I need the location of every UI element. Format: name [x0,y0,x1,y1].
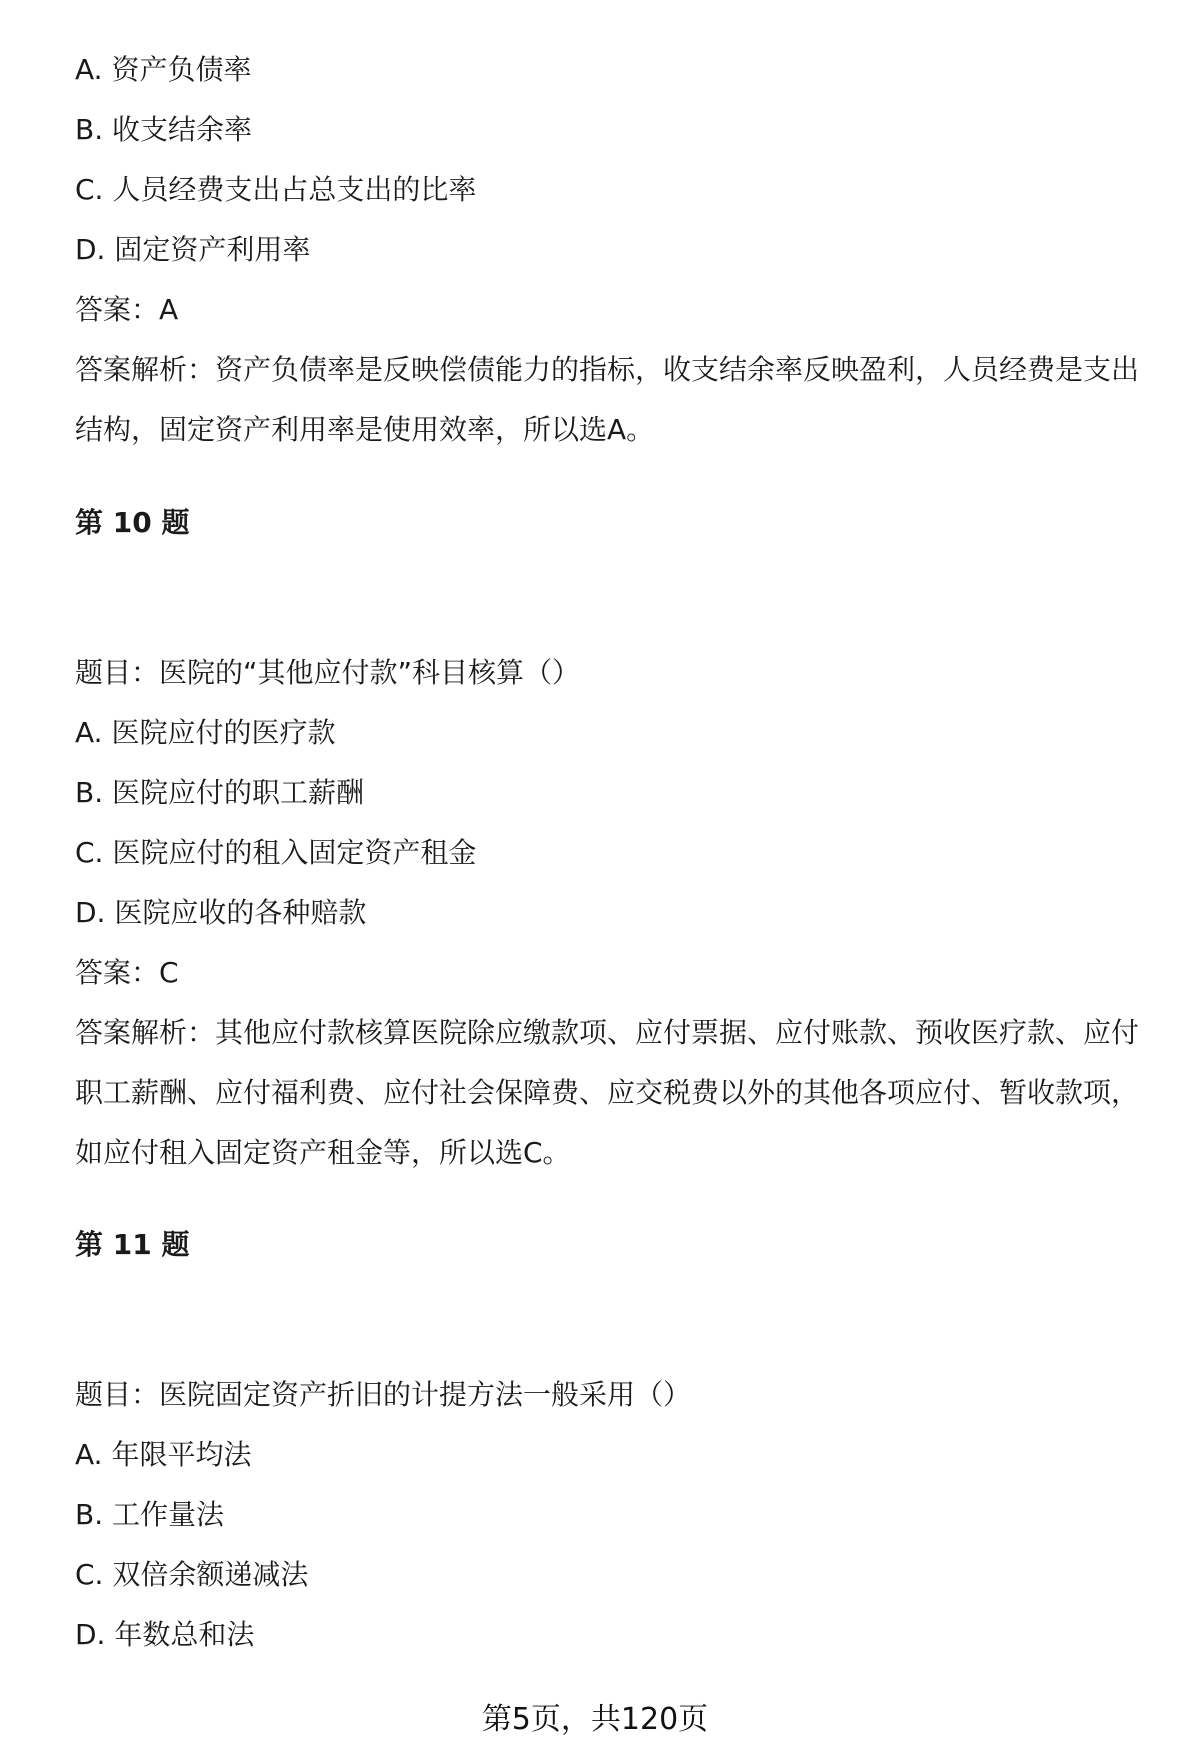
q10-explanation: 答案解析：其他应付款核算医院除应缴款项、应付票据、应付账款、预收医疗款、应付职工薪酬、应付福利费、应付社会保障费、应交税费以外的其他各项应付、暂收款项，如应付租入固定资产租金等，所以选C。 [75,1016,1140,1169]
q9-option-d: D. 固定资产利用率 [75,233,311,266]
q10-option-c: C. 医院应付的租入固定资产租金 [75,836,477,869]
q10-answer: 答案：C [75,956,179,989]
q10-option-b: B. 医院应付的职工薪酬 [75,776,365,809]
q9-option-b: B. 收支结余率 [75,113,253,146]
q9-answer: 答案：A [75,293,179,326]
q11-option-d: D. 年数总和法 [75,1618,255,1651]
q11-heading: 第 11 题 [75,1228,190,1261]
q10-question: 题目：医院的“其他应付款”科目核算（） [75,656,581,689]
q11-option-a: A. 年限平均法 [75,1438,252,1471]
q10-heading: 第 10 题 [75,506,190,539]
page-footer: 第5页，共120页 [481,1702,709,1737]
q10-option-a: A. 医院应付的医疗款 [75,716,336,749]
q11-question: 题目：医院固定资产折旧的计提方法一般采用（） [75,1378,692,1411]
q11-option-c: C. 双倍余额递减法 [75,1558,309,1591]
q10-option-d: D. 医院应收的各种赔款 [75,896,367,929]
q9-option-a: A. 资产负债率 [75,53,252,86]
q9-explanation: 答案解析：资产负债率是反映偿债能力的指标，收支结余率反映盈利，人员经费是支出结构，固定资产利用率是使用效率，所以选A。 [75,353,1140,446]
q11-option-b: B. 工作量法 [75,1498,225,1531]
q9-option-c: C. 人员经费支出占总支出的比率 [75,173,477,206]
